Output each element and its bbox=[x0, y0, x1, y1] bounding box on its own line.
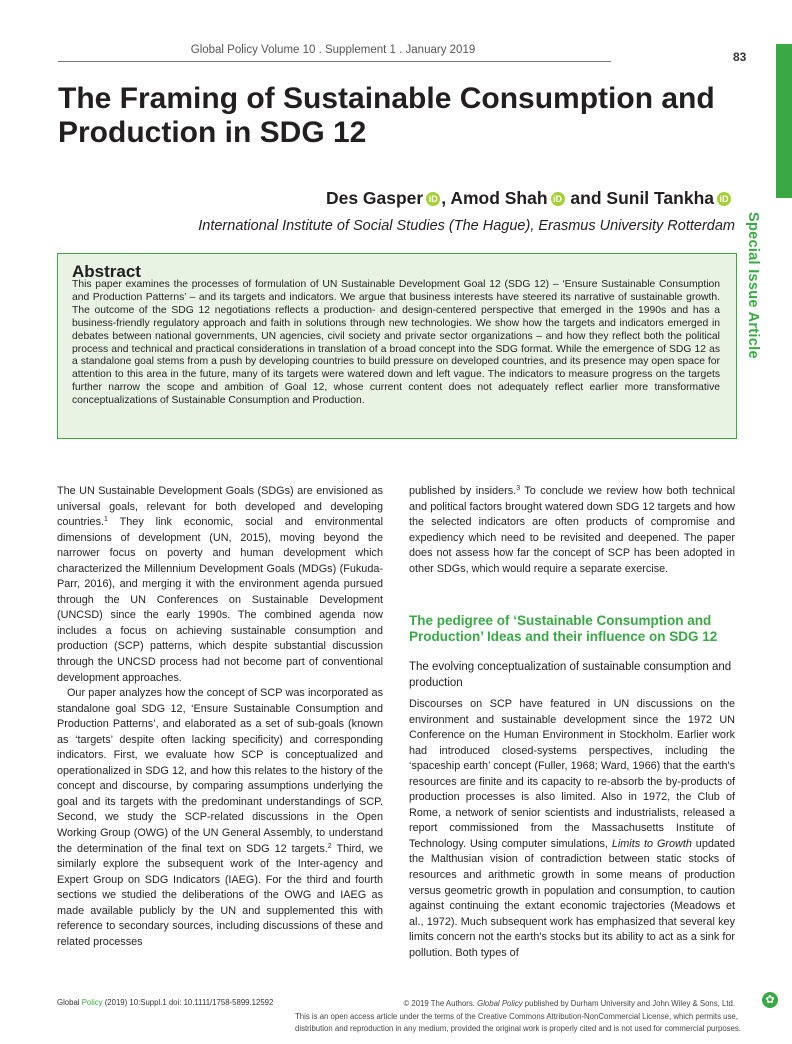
footer-journal-part1: Global bbox=[57, 998, 82, 1007]
paragraph-text: They link economic, social and environmental dimensions of development (UN, 2015), moving beyond the narrower focus on poverty and human development which characterized the Millennium Development Goals (MDGs) (Fukuda-Parr, 2016), and merging it with the environment agenda pursued through the UN Conferences on Sustainable Development (UNCSD) since the early 1990s. The combined agenda now includes a focus on achieving sustainable consumption and production (SCP) patterns, which despite substantial discussion through the UNCSD process had not become part of conventional development approaches. bbox=[57, 516, 383, 684]
footer-journal-part2: Policy bbox=[81, 998, 103, 1007]
author-separator: and bbox=[565, 188, 607, 208]
green-side-bar bbox=[776, 44, 792, 198]
copyright-line bbox=[295, 998, 735, 1011]
author-name: Amod Shah bbox=[450, 188, 548, 208]
orcid-icon[interactable]: iD bbox=[717, 192, 731, 206]
abstract-text: This paper examines the processes of formulation of UN Sustainable Development Goal 12 (SDG 12) – ‘Ensure Sustainable Consumption and Production Patterns’ – and its targets and indicators. We argue that business interests have steered its narrative of sustainable growth. The outcome of the SDG 12 negotiations reflects a production- and design-centered perspective that emerged in the 1990s and has a business-friendly regulatory approach and faith in solutions through new technologies. We show how the targets and indicators emerged in debates between national governments, UN agencies, civil society and private sector organizations – and how they reflect both the political process and technical and practical considerations in translation of a broad concept into the SDG format. While the emergence of SDG 12 as a standalone goal stems from a push by developing countries to build pressure on developed countries, and its presence may open space for attention to this area in the future, many of its targets were watered down and left vague. The indicators to measure progress on the targets further narrow the scope and ambition of Goal 12, whose current content does not adequately reflect earlier more transformative conceptualizations of Sustainable Consumption and Production. bbox=[72, 279, 720, 407]
author-separator: , bbox=[441, 188, 451, 208]
footnote-ref[interactable]: 3 bbox=[516, 485, 521, 492]
license-line[interactable]: This is an open access article under the terms of the Creative Commons Attribution-NonCommercial License, which permits use, bbox=[295, 1011, 738, 1021]
paragraph-text: Discourses on SCP have featured in UN discussions on the environment and sustainable development since the 1972 UN Conference on the Human Environment in Stockholm. Earlier work had introduced closed-systems perspectives, including the ‘spaceship earth’ concept (Fuller, 1968; Ward, 1966) that the earth's resources are finite and its capacity to re-absorb the by-products of production processes is also limited. Also in 1972, the Club of Rome, a network of senior scientists and industrialists, released a report commissioned from the Massachusetts Institute of Technology. Using computer simulations, bbox=[409, 698, 735, 850]
footnote-ref[interactable]: 2 bbox=[327, 842, 332, 850]
paragraph bbox=[57, 484, 383, 686]
book-title: Limits to Growth bbox=[611, 837, 692, 850]
copyright-text: © 2019 The Authors. bbox=[403, 999, 478, 1008]
section-heading: The pedigree of ‘Sustainable Consumption and Production’ Ideas and their influence on SDG 12 bbox=[409, 613, 718, 644]
special-issue-label bbox=[745, 212, 775, 362]
footer-license bbox=[295, 998, 741, 1036]
orcid-icon[interactable]: iD bbox=[426, 192, 440, 206]
paragraph-text: Our paper analyzes how the concept of SCP was incorporated as standalone goal SDG 12, ‘Ensure Sustainable Consumption and Production Patterns’, and elaborated as a set of sub-goals (known as ‘targets’ despite often lacking specificity) and corresponding indicators. First, we evaluate how SCP is conceptualized and operationalized in SDG 12, and how this relates to the history of the concept and discourse, by comparing assumptions underlying the goal and its targets with the predominant understandings of SCP. Second, we study the SCP-related discussions in the Open Working Group (OWG) of the UN General Assembly, to understand the determination of the final text on SDG 12 targets. bbox=[57, 687, 383, 855]
special-issue-label-text: Special Issue Article bbox=[745, 212, 761, 359]
author-list bbox=[326, 188, 732, 209]
paragraph-text: published by insiders. bbox=[409, 485, 517, 497]
footer-citation bbox=[57, 998, 273, 1007]
paragraph-text: The UN Sustainable Development Goals (SDGs) are envisioned as universal goals, relevant for both developed and developing countries. bbox=[57, 485, 383, 529]
journal-header: Global Policy Volume 10 . Supplement 1 . January 2019 bbox=[190, 44, 476, 56]
paragraph-text: To conclude we review how both technical and political factors brought watered down SDG 12 targets and how the selected indicators are often products of compromise and expediency which need to be revisited and deepened. The paper does not assess how far the concept of SCP has been adopted in other SDGs, which would require a separate exercise. bbox=[409, 485, 735, 575]
footnote-ref[interactable]: 1 bbox=[104, 516, 108, 524]
header-rule bbox=[58, 61, 611, 62]
paragraph bbox=[409, 484, 735, 577]
footer-doi[interactable]: (2019) 10:Suppl.1 doi: 10.1111/1758-5899.12592 bbox=[102, 998, 274, 1007]
copyright-journal: Global Policy bbox=[477, 999, 523, 1008]
article-title: The Framing of Sustainable Consumption and Production in SDG 12 bbox=[58, 82, 715, 149]
body-column-right-bottom bbox=[409, 697, 735, 961]
paragraph-text: updated the Malthusian vision of contradiction between static stocks of resources and arithmetic growth in some means of production versus geometric growth in population and consumption, to caution against continuing the extant economic trajectories (Meadows et al., 1972). Much subsequent work has emphasized that several key limits concern not the earth's stocks but its ability to act as a sink for pollution. Both types of bbox=[409, 837, 735, 959]
body-column-right-top bbox=[409, 484, 735, 577]
abstract-heading: Abstract bbox=[72, 262, 141, 281]
open-access-icon: ✿ bbox=[762, 992, 778, 1008]
body-column-left bbox=[57, 484, 383, 950]
subsection-heading: The evolving conceptualization of sustainable consumption and production bbox=[409, 661, 732, 689]
orcid-icon[interactable]: iD bbox=[551, 192, 565, 206]
author-name: Sunil Tankha bbox=[606, 188, 714, 208]
license-line: distribution and reproduction in any medium, provided the original work is properly cited and is not used for commercial purposes. bbox=[295, 1024, 741, 1033]
paragraph-text: Third, we similarly explore the subsequent work of the Inter-agency and Expert Group on SDG Indicators (IAEG). For the third and fourth sections we studied the deliberations of the OWG and IAEG as made available publicly by the UN and supplemented this with reference to secondary sources, including discussions of these and related processes bbox=[57, 842, 383, 948]
paragraph bbox=[409, 697, 735, 961]
author-name: Des Gasper bbox=[325, 188, 424, 208]
page-number: 83 bbox=[733, 50, 747, 64]
affiliation: International Institute of Social Studies (The Hague), Erasmus University Rotterdam bbox=[198, 218, 735, 234]
paragraph bbox=[57, 686, 383, 950]
copyright-text: published by Durham University and John Wiley & Sons, Ltd. bbox=[522, 999, 735, 1008]
